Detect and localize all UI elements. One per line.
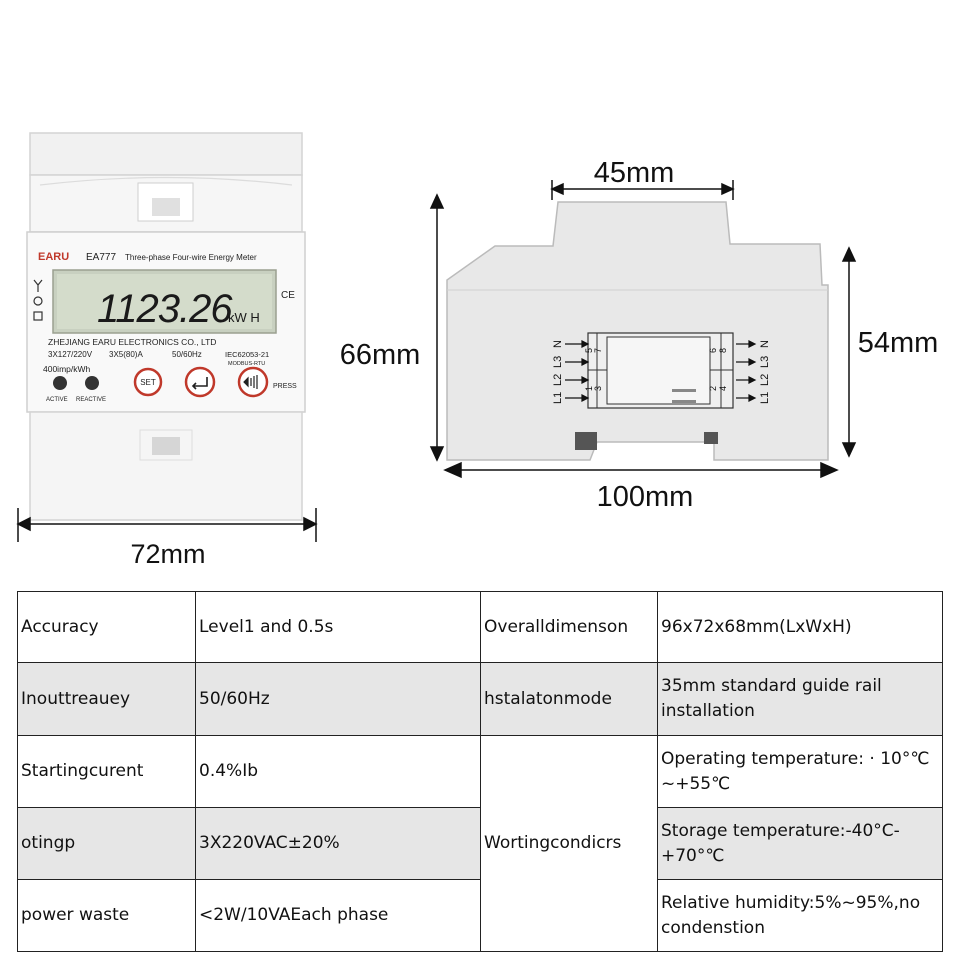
terminal-number: 7 — [593, 347, 603, 353]
spec-value: 35mm standard guide rail installation — [658, 663, 943, 736]
meter-title: Three-phase Four-wire Energy Meter — [125, 253, 257, 262]
terminal-number: 6 — [708, 347, 718, 353]
height-label: 66mm — [339, 339, 421, 371]
terminal-number: 4 — [718, 385, 728, 391]
table-row — [18, 736, 943, 808]
terminal-number: 1 — [584, 385, 594, 391]
spec-label: power waste — [18, 880, 196, 952]
company-name: ZHEJIANG EARU ELECTRONICS CO., LTD — [48, 337, 217, 347]
meter-lower-body — [30, 412, 302, 520]
set-button[interactable] — [135, 369, 161, 395]
spec-label: Accuracy — [18, 592, 196, 663]
top-width-label: 45mm — [593, 157, 675, 189]
enter-button[interactable] — [186, 368, 214, 396]
width-label: 72mm — [130, 539, 206, 569]
ce-mark: CE — [281, 290, 295, 301]
side-height-dimension — [843, 248, 855, 456]
impulse-label: 400imp/kWh — [43, 364, 91, 374]
reactive-label: REACTIVE — [76, 397, 107, 403]
table-row — [18, 808, 943, 880]
terminal-label: L3 — [552, 355, 564, 368]
terminal-number: 5 — [584, 347, 594, 353]
table-row — [18, 592, 943, 663]
height-dimension — [431, 195, 443, 460]
spec-value: Operating temperature: · 10°℃ ~+55℃ — [658, 736, 943, 808]
spec-label: Inouttreauey — [18, 663, 196, 736]
terminal-label: N — [759, 340, 771, 348]
spec-value: Relative humidity:5%~95%,no condenstion — [658, 880, 943, 952]
spec-value: Level1 and 0.5s — [196, 592, 481, 663]
spec-value: Storage temperature:-40°C- +70°℃ — [658, 808, 943, 880]
energy-reading: 1123.26 — [97, 287, 232, 331]
spec-value: 50/60Hz — [196, 663, 481, 736]
protocol-label: MODBUS-RTU — [228, 361, 266, 367]
table-row — [18, 663, 943, 736]
spec-value: 0.4%Ib — [196, 736, 481, 808]
meter-front-view — [0, 120, 340, 580]
current-rating: 3X5(80)A — [109, 350, 143, 359]
table-row — [18, 880, 943, 952]
page-button[interactable] — [239, 368, 267, 396]
terminal-label: L2 — [759, 373, 771, 386]
side-height-label: 54mm — [857, 327, 939, 359]
standard-label: IEC62053-21 — [225, 350, 270, 359]
spec-label: Overalldimenson — [481, 592, 658, 663]
spec-label: Wortingcondicrs — [481, 736, 658, 952]
frequency-rating: 50/60Hz — [172, 350, 202, 359]
brand-logo: EARU — [38, 251, 70, 263]
meter-top-cap — [30, 133, 302, 175]
spec-label: hstalatonmode — [481, 663, 658, 736]
side-body — [447, 202, 828, 460]
spec-label: otingp — [18, 808, 196, 880]
terminal-number: 8 — [718, 347, 728, 353]
terminal-label: N — [552, 340, 564, 348]
spec-value: 96x72x68mm(LxWxH) — [658, 592, 943, 663]
voltage-rating: 3X127/220V — [48, 350, 93, 359]
reactive-led — [85, 376, 99, 390]
terminal-number: 2 — [708, 385, 718, 391]
depth-label: 100mm — [596, 481, 694, 513]
meter-side-view — [330, 150, 960, 530]
model-label: EA777 — [86, 252, 117, 263]
terminal-label: L1 — [552, 391, 564, 404]
terminal-label: L1 — [759, 391, 771, 404]
spec-label: Startingcurent — [18, 736, 196, 808]
svg-text:SET: SET — [140, 378, 156, 387]
spec-table — [17, 591, 943, 952]
energy-unit: kW H — [228, 310, 260, 325]
active-label: ACTIVE — [46, 397, 68, 403]
press-label: PRESS — [273, 383, 297, 390]
spec-value: 3X220VAC±20% — [196, 808, 481, 880]
active-led — [53, 376, 67, 390]
terminal-label: L2 — [552, 373, 564, 386]
spec-value: <2W/10VAEach phase — [196, 880, 481, 952]
terminal-label: L3 — [759, 355, 771, 368]
depth-dimension — [445, 463, 837, 477]
terminal-number: 3 — [593, 385, 603, 391]
